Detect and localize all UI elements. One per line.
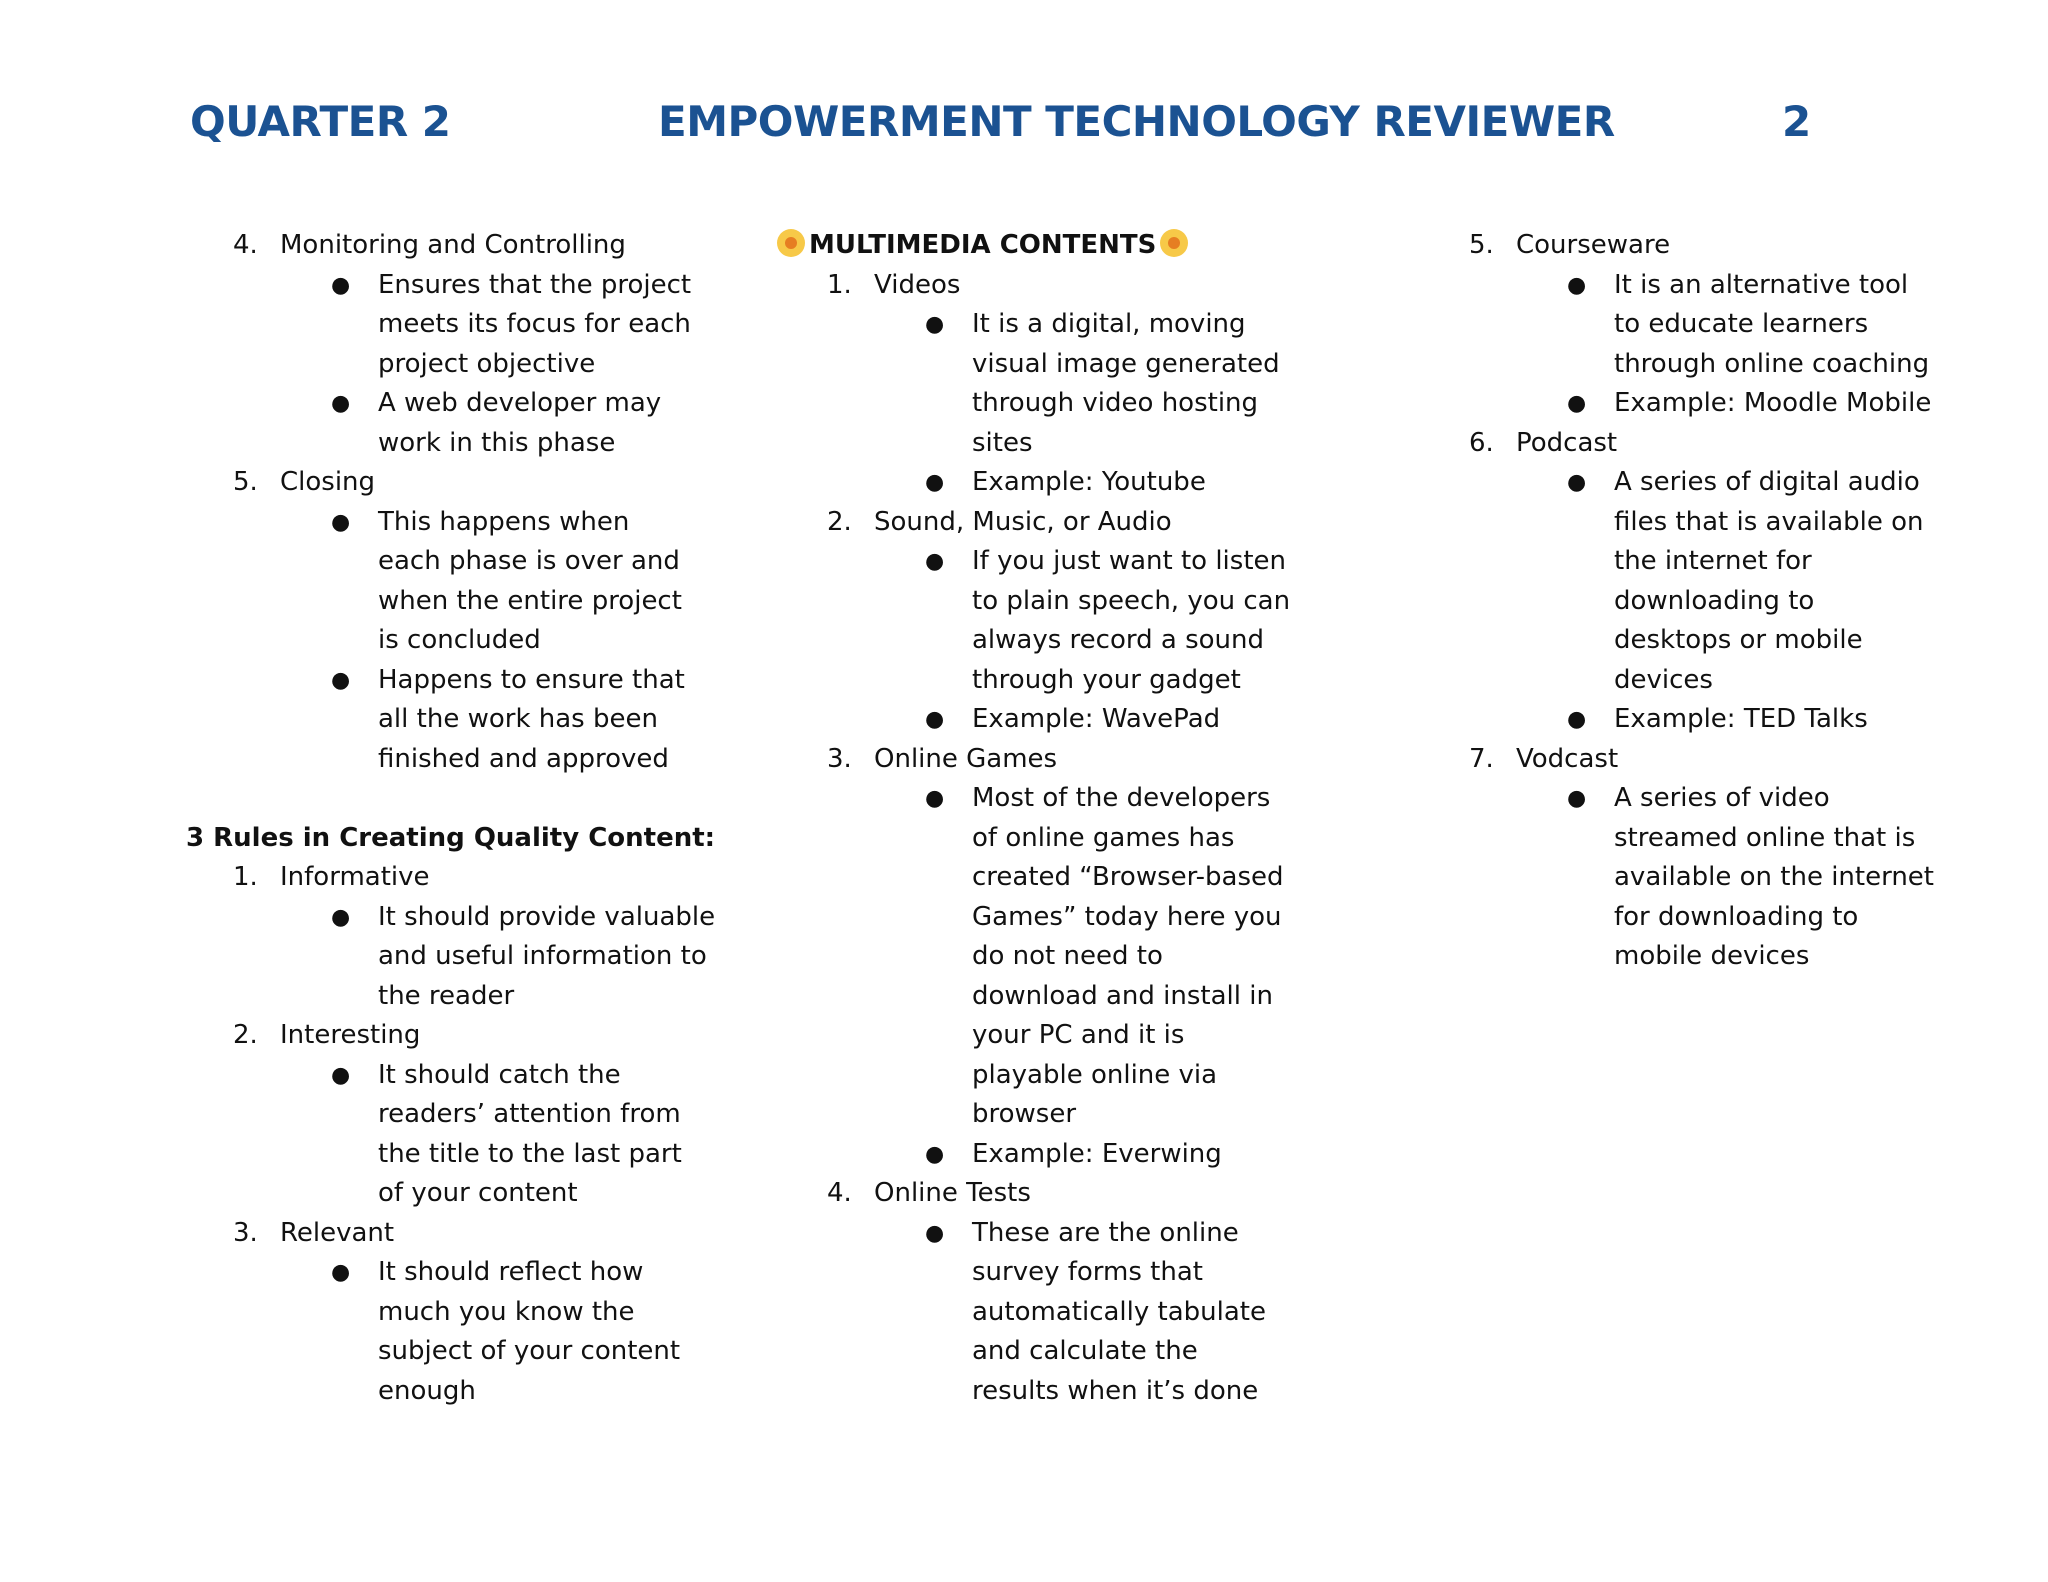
list-item (188, 1016, 728, 1214)
item-number: 7. (1469, 743, 1494, 774)
bullet-item: ● Example: TED Talks (1567, 704, 1868, 734)
flower-icon (1159, 228, 1189, 258)
list-item (188, 858, 728, 1016)
item-label: Monitoring and Controlling (280, 230, 626, 260)
item-number: 4. (827, 1178, 852, 1208)
header-title: EMPOWERMENT TECHNOLOGY REVIEWER (658, 97, 1615, 146)
item-number: 3. (827, 743, 852, 774)
bullet-item: ● Ensures that the project meets its focus for each project objective (331, 269, 692, 379)
item-label: Informative (280, 862, 430, 892)
bullet-item: ● Most of the developers of online games has created “Browser-based Games” today here you do not need to download and install in your PC and it is playable online via browser (925, 783, 1284, 1129)
bullet-item: ● Example: WavePad (925, 704, 1221, 734)
item-label: Sound, Music, or Audio (874, 506, 1172, 537)
bullet-item: ● If you just want to listen to plain speech, you can always record a sound through your gadget (925, 546, 1291, 695)
bullet-item: ● Example: Moodle Mobile (1567, 388, 1932, 418)
item-number: 2. (827, 506, 852, 537)
item-number: 1. (233, 862, 258, 892)
item-number: 1. (827, 269, 852, 300)
item-number: 2. (233, 1020, 258, 1050)
list-item (188, 1214, 728, 1412)
list-item (1424, 226, 1984, 424)
list-item (1424, 424, 1984, 740)
bullet-item: ● It is an alternative tool to educate learners through online coaching (1567, 269, 1930, 379)
column-1 (188, 226, 728, 1411)
bullet-item: ● Happens to ensure that all the work has been finished and approved (331, 664, 685, 774)
rules-heading: 3 Rules in Creating Quality Content: (186, 822, 716, 853)
item-label: Vodcast (1516, 743, 1619, 774)
list-item (1424, 740, 1984, 977)
item-number: 5. (233, 467, 258, 497)
item-label: Online Tests (874, 1178, 1031, 1208)
bullet-item: ● Example: Everwing (925, 1138, 1222, 1169)
item-label: Online Games (874, 743, 1058, 774)
list-item (782, 740, 1322, 1175)
bullet-item: ● These are the online survey forms that automatically tabulate and calculate the results when it’s done (925, 1217, 1266, 1406)
item-number: 3. (233, 1217, 258, 1248)
bullet-item: ● Example: Youtube (925, 467, 1206, 497)
header-page-number: 2 (1782, 97, 1811, 146)
bullet-item: ● A series of video streamed online that is available on the internet for downloading to mobile devices (1567, 783, 1934, 971)
bullet-item: ● This happens when each phase is over and when the entire project is concluded (331, 506, 682, 655)
bullet-item: ● It is a digital, moving visual image generated through video hosting sites (925, 309, 1280, 458)
list-item (782, 266, 1322, 503)
multimedia-heading: MULTIMEDIA CONTENTS (776, 226, 1322, 266)
item-label: Podcast (1516, 427, 1618, 458)
item-number: 5. (1469, 230, 1494, 260)
list-item (188, 226, 728, 463)
column-3 (1424, 226, 1984, 977)
item-label: Closing (280, 467, 376, 497)
item-number: 6. (1469, 427, 1494, 458)
header-quarter: QUARTER 2 (190, 97, 451, 146)
list-item (782, 1174, 1322, 1411)
item-number: 4. (233, 230, 258, 260)
item-label: Courseware (1516, 230, 1671, 260)
item-label: Videos (874, 269, 961, 300)
bullet-item: ● A web developer may work in this phase (331, 388, 662, 458)
item-label: Relevant (280, 1217, 395, 1248)
item-label: Interesting (280, 1020, 421, 1050)
flower-icon (776, 228, 806, 258)
list-item (188, 463, 728, 779)
bullet-item: ● It should reflect how much you know the subject of your content enough (331, 1257, 681, 1406)
bullet-item: ● A series of digital audio files that is available on the internet for downloading to desktops or mobile devices (1567, 467, 1924, 695)
column-2 (782, 226, 1322, 1411)
bullet-item: ● It should catch the readers’ attention from the title to the last part of your content (331, 1059, 682, 1208)
list-item (782, 503, 1322, 740)
bullet-item: ● It should provide valuable and useful information to the reader (331, 901, 716, 1011)
